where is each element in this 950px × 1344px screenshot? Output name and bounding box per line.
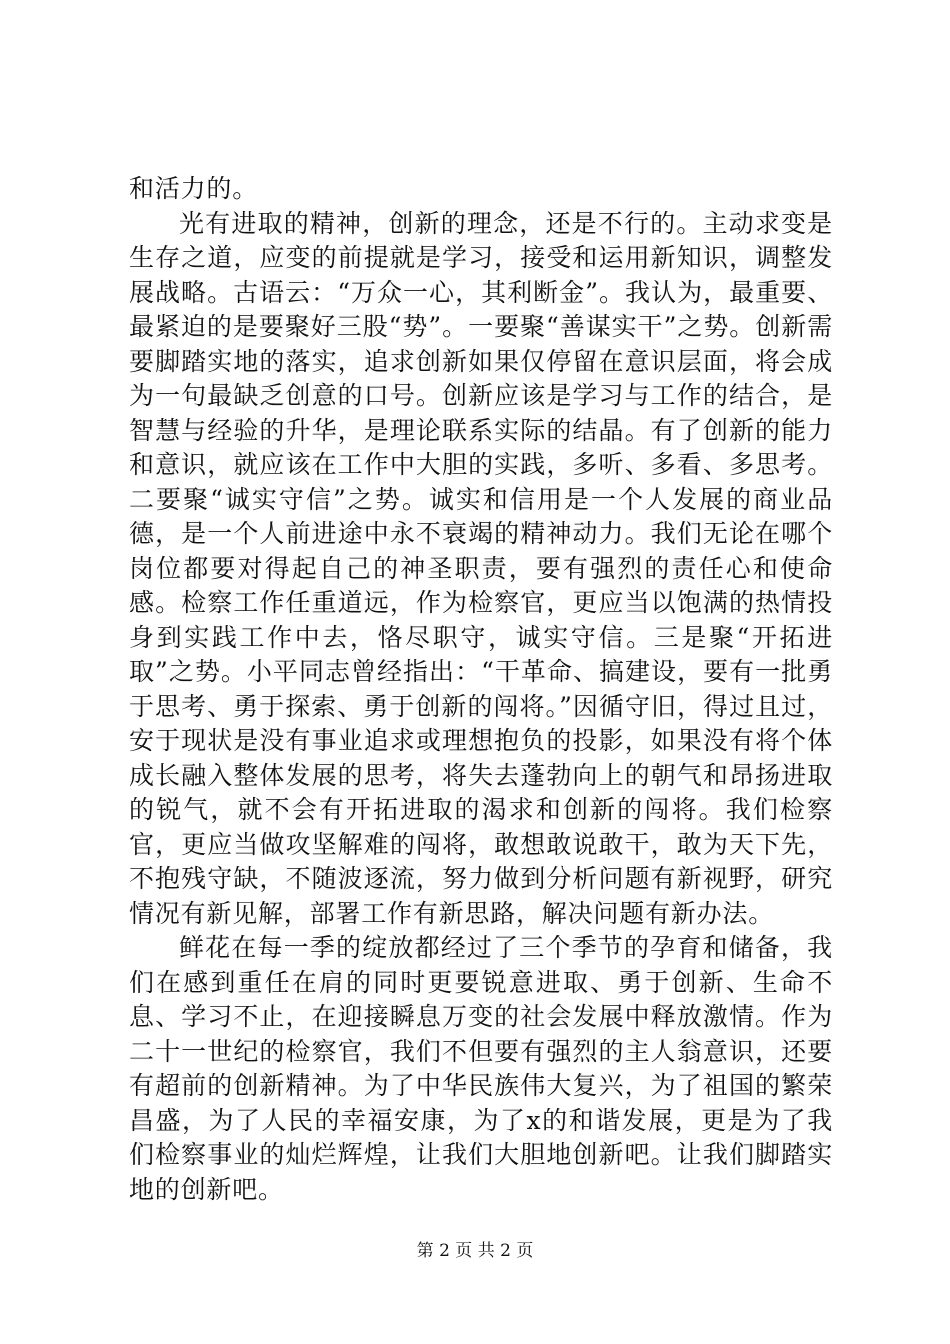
paragraph-3: 鲜花在每一季的绽放都经过了三个季节的孕育和储备，我们在感到重任在肩的同时更要锐意进取、勇于创新、生命不息、学习不止，在迎接瞬息万变的社会发展中释放激情。作为二十一世纪的检察官，我们不但要有强烈的主人翁意识，还要有超前的创新精神。为了中华民族伟大复兴，为了祖国的繁荣昌盛，为了人民的幸福安康，为了x的和谐发展，更是为了我们检察事业的灿烂辉煌，让我们大胆地创新吧。让我们脚踏实地的创新吧。: [129, 933, 833, 1204]
page-footer: 第 2 页 共 2 页: [416, 1241, 534, 1261]
paragraph-2: 光有进取的精神，创新的理念，还是不行的。主动求变是生存之道，应变的前提就是学习，接受和运用新知识，调整发展战略。古语云：“万众一心，其利断金”。我认为，最重要、最紧迫的是要聚好三股“势”。一要聚“善谋实干”之势。创新需要脚踏实地的落实，追求创新如果仅停留在意识层面，将会成为一句最缺乏创意的口号。创新应该是学习与工作的结合，是智慧与经验的升华，是理论联系实际的结晶。有了创新的能力和意识，就应该在工作中大胆的实践，多听、多看、多思考。二要聚“诚实守信”之势。诚实和信用是一个人发展的商业品德，是一个人前进途中永不衰竭的精神动力。我们无论在哪个岗位都要对得起自己的神圣职责，要有强烈的责任心和使命感。检察工作任重道远，作为检察官，更应当以饱满的热情投身到实践工作中去，恪尽职守，诚实守信。三是聚“开拓进取”之势。小平同志曾经指出：“干革命、搞建设，要有一批勇于思考、勇于探索、勇于创新的闯将。”因循守旧，得过且过，安于现状是没有事业追求或理想抱负的投影，如果没有将个体成长融入整体发展的思考，将失去蓬勃向上的朝气和昂扬进取的锐气，就不会有开拓进取的渴求和创新的闯将。我们检察官，更应当做攻坚解难的闯将，敢想敢说敢干，敢为天下先，不抱残守缺，不随波逐流，努力做到分析问题有新视野，研究情况有新见解，部署工作有新思路，解决问题有新办法。: [129, 208, 833, 928]
document-body: [129, 172, 833, 1207]
paragraph-1: 和活力的。: [129, 174, 259, 203]
